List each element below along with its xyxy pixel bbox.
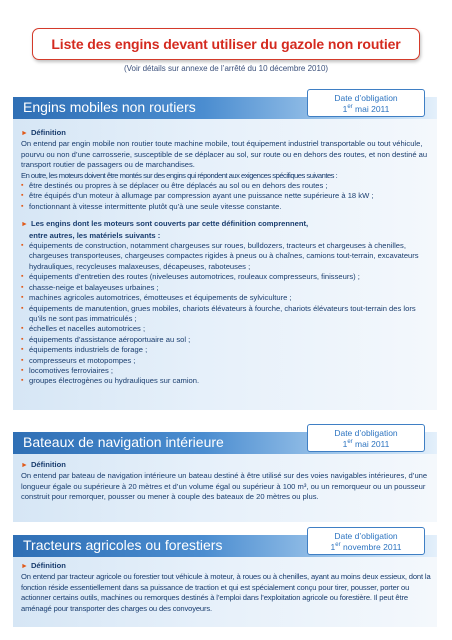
arrow-icon: ► <box>21 130 28 137</box>
arrow-icon: ► <box>21 221 28 229</box>
section-engins-mobiles <box>13 93 437 410</box>
definition-text: On entend par engin mobile non routier toute machine mobile, tout équipement industriel transportable ou tout véhicule, pourvu ou non d’une carrosserie, susceptible de se déplacer au sol, sur route ou en dehors des routes, et non destiné au transport routier de passagers ou de marchandises. <box>21 139 428 170</box>
section-title: Bateaux de navigation intérieure <box>23 434 224 450</box>
definition-text-2: En outre, les moteurs doivent être montés sur des engins qui répondent aux exigences spécifiques suivantes : <box>21 170 338 180</box>
definition-heading: ► Définition <box>21 128 66 137</box>
list-item: ▪ machines agricoles automotrices, émotteuses et équipements de sylviculture ; <box>21 293 431 303</box>
section-title: Engins mobiles non routiers <box>23 99 196 115</box>
page-subtitle: (Voir détails sur annexe de l’arrêté du 10 décembre 2010) <box>123 64 329 73</box>
date-label: Date d’obligation <box>334 531 398 541</box>
list-item: ▪ équipements de construction, notamment chargeuses sur roues, bulldozers, tracteurs et chargeuses à chenilles, chargeuses transporteuses, chargeuses compactes rigides à pneus ou à chaînes, camions tout-terrain, excavateurs hydrauliques, recycleuses malaxeuses, décapeuses, raboteuses ; <box>21 241 431 272</box>
definition-text: On entend par bateau de navigation intérieure un bateau destiné à être utilisé sur des voies navigables intérieures, d’une longueur égale ou supérieure à 20 mètres et d’un volume égal ou supérieur à 100 m³, ou un remorqueur ou un pousseur construit pour remorquer, pousser ou mener à couple des bateaux de 20 mètres ou plus. <box>21 471 428 502</box>
arrow-icon: ► <box>21 462 28 469</box>
definition-heading: ► Définition <box>21 460 66 469</box>
section-bateaux <box>13 428 437 522</box>
section-body <box>21 561 431 614</box>
definition-heading: ► Définition <box>21 561 66 570</box>
date-badge <box>307 527 425 555</box>
list-item: ▪ équipements industriels de forage ; <box>21 345 431 355</box>
section-body <box>21 460 431 503</box>
list-item: ▪ être destinés ou propres à se déplacer ou être déplacés au sol ou en dehors des routes ; <box>21 181 431 191</box>
date-label: Date d’obligation <box>334 93 398 103</box>
section-header <box>13 428 437 454</box>
date-badge <box>307 424 425 452</box>
section-body <box>21 128 431 387</box>
list-item: ▪ équipements de manutention, grues mobiles, chariots élévateurs à fourche, chariots élévateurs tout-terrain des lors qu’ils ne sont pas immatriculés ; <box>21 304 431 325</box>
date-badge <box>307 89 425 117</box>
list-item: ▪ chasse-neige et balayeuses urbaines ; <box>21 283 431 293</box>
date-value: 1er novembre 2011 <box>330 542 402 552</box>
list-item: ▪ équipements d’entretien des routes (niveleuses automotrices, rouleaux compresseurs, finisseurs) ; <box>21 272 431 282</box>
section-tracteurs <box>13 531 437 627</box>
list-item: ▪ échelles et nacelles automotrices ; <box>21 324 431 334</box>
list-item: ▪ être équipés d’un moteur à allumage par compression ayant une puissance nette supérieure à 18 kW ; <box>21 191 431 201</box>
list-item: ▪ groupes électrogènes ou hydrauliques sur camion. <box>21 376 431 386</box>
materials-list <box>21 241 431 387</box>
list-item: ▪ locomotives ferroviaires ; <box>21 366 431 376</box>
list-heading-2: entre autres, les matériels suivants : <box>29 230 161 240</box>
section-title: Tracteurs agricoles ou forestiers <box>23 537 223 553</box>
arrow-icon: ► <box>21 563 28 570</box>
section-header <box>13 531 437 557</box>
definition-list <box>21 181 431 212</box>
list-heading: ► Les engins dont les moteurs sont couverts par cette définition comprennent, <box>21 219 309 229</box>
section-header <box>13 93 437 119</box>
list-item: ▪ compresseurs et motopompes ; <box>21 356 431 366</box>
title-box <box>32 28 420 60</box>
page-title: Liste des engins devant utiliser du gazole non routier <box>51 36 401 52</box>
date-value: 1er mai 2011 <box>342 439 390 449</box>
date-label: Date d’obligation <box>334 428 398 438</box>
date-value: 1er mai 2011 <box>342 104 390 114</box>
list-item: ▪ équipements d’assistance aéroportuaire au sol ; <box>21 335 431 345</box>
definition-text: On entend par tracteur agricole ou forestier tout véhicule à moteur, à roues ou à chenilles, ayant au moins deux essieux, dont la fonction réside essentiellement dans sa puissance de traction et qui est spécialement conçu pour tirer, pousser, porter ou actionner certains outils, machines ou remorques destinés à l’emploi dans l’exploitation agricole ou forestière. Il peut être aménagé pour transporter des charges ou des convoyeurs. <box>21 572 431 613</box>
list-item: ▪ fonctionnant à vitesse intermittente plutôt qu’à une seule vitesse constante. <box>21 202 431 212</box>
